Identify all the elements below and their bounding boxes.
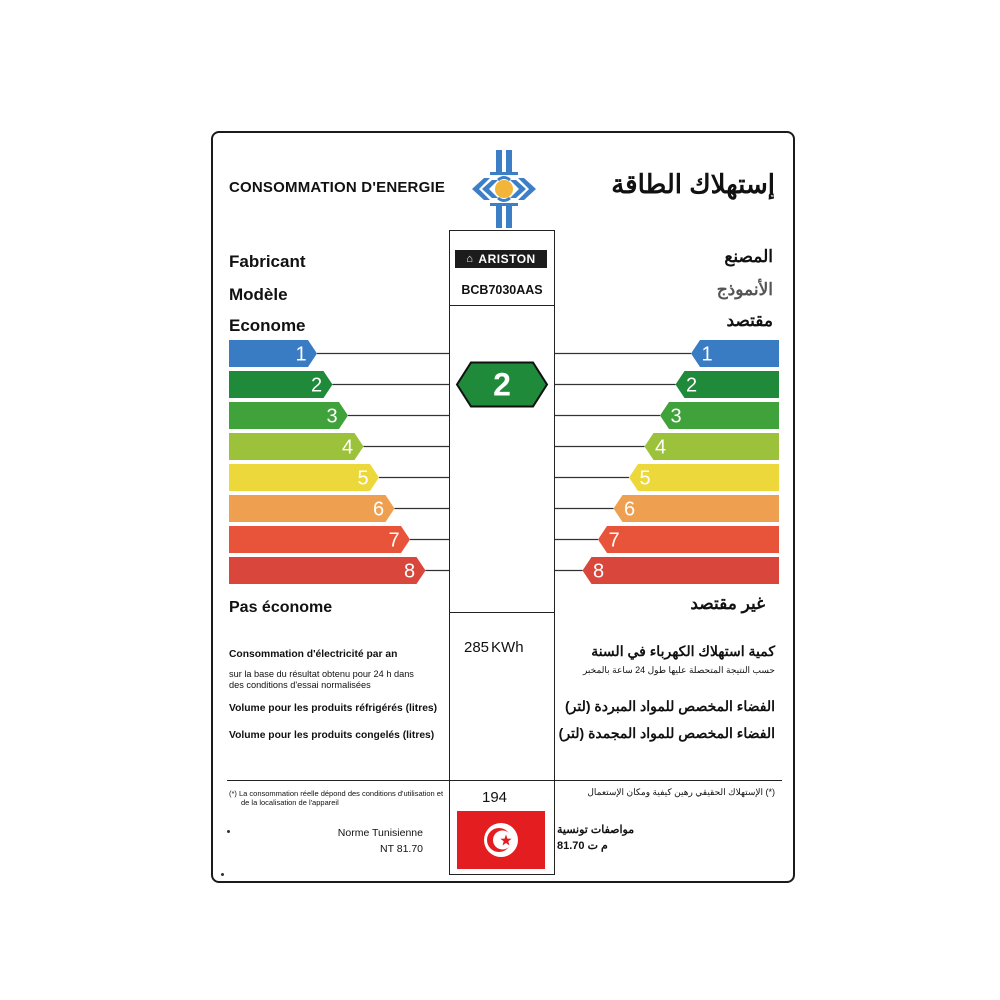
consumption-label-ar: كمية استهلاك الكهرباء في السنة [591,643,775,659]
energy-class-bar-left [229,526,410,553]
consumption-label: Consommation d'électricité par an [229,649,398,660]
fridge-volume-label: Volume pour les produits réfrigérés (litres) [229,703,438,714]
energy-label [211,131,795,883]
econome-label: Econome [229,316,306,335]
energy-class-bar-left [229,495,395,522]
consumption-value: 285 KWh [464,639,524,656]
modele-label: Modèle [229,285,288,304]
energy-class-label-right: 4 [654,436,667,459]
energy-class-label-left: 2 [310,374,323,397]
footer-note-ar: (*) الإستهلاك الحقيقي رهين كيفية ومكان الإستعمال [587,787,775,797]
brand-name: ARISTON [478,252,536,266]
energy-class-label-left: 6 [372,498,385,521]
energy-class-label-right: 6 [623,498,636,521]
energy-class-label-left: 5 [357,467,369,490]
pas-econome-label-ar: غير مقتصد [690,594,765,613]
energy-class-label-right: 3 [670,405,682,428]
energy-class-label-right: 7 [608,529,620,552]
fabricant-label: Fabricant [229,252,306,271]
econome-label-ar: مقتصد [726,311,773,330]
footer-divider [227,780,782,781]
energy-class-label-left: 8 [403,560,416,583]
energy-class-bar-right [583,557,780,584]
footer-note-1: (*) La consommation réelle dépond des conditions d'utilisation et [229,789,444,798]
consumption-note-ar: حسب النتيجة المتحصلة عليها طول 24 ساعة بالمخبر [582,665,775,675]
title-french: CONSOMMATION D'ENERGIE [229,179,446,196]
freezer-volume-label: Volume pour les produits congelés (litres) [229,730,435,741]
energy-class-label-left: 3 [326,405,338,428]
brand-badge [455,250,547,268]
energy-class-label-left: 1 [295,343,307,366]
energy-class-label-right: 5 [639,467,651,490]
tunisia-flag-icon [457,811,545,869]
energy-class-label-right: 8 [592,560,605,583]
model-number: BCB7030AAS [461,283,543,297]
energy-class-label-right: 2 [685,374,698,397]
energy-class-bar-right [614,495,780,522]
energy-class-bar-right [629,464,779,491]
modele-label-ar: الأنموذج [716,280,773,299]
footer-note-2: de la localisation de l'appareil [241,798,339,807]
consumption-note-2: des conditions d'essai normalisées [229,680,371,690]
energy-class-label-right: 1 [701,343,713,366]
norme-ar: مواصفات تونسية م ت 81.70 [557,824,635,852]
energy-class-bar-right [598,526,779,553]
center-column [449,230,555,875]
fridge-volume-label-ar: الفضاء المخصص للمواد المبردة (لتر) [564,698,775,714]
energy-class-label-left: 7 [388,529,400,552]
title-arabic: إستهلاك الطاقة [611,169,775,199]
consumption-note-1: sur la base du résultat obtenu pour 24 h dans [229,669,414,679]
energy-logo-icon [470,148,538,230]
energy-class-bar-left [229,557,426,584]
pas-econome-label: Pas économe [229,599,333,616]
rating-value: 2 [493,366,511,403]
energy-class-label-left: 4 [341,436,354,459]
freezer-volume-label-ar: الفضاء المخصص للمواد المجمدة (لتر) [558,725,775,741]
norme-fr: Norme Tunisienne NT 81.70 [337,827,423,855]
fridge-volume-value: 194 [482,789,508,806]
fabricant-label-ar: المصنع [724,247,773,266]
house-icon: ⌂ [466,253,474,265]
